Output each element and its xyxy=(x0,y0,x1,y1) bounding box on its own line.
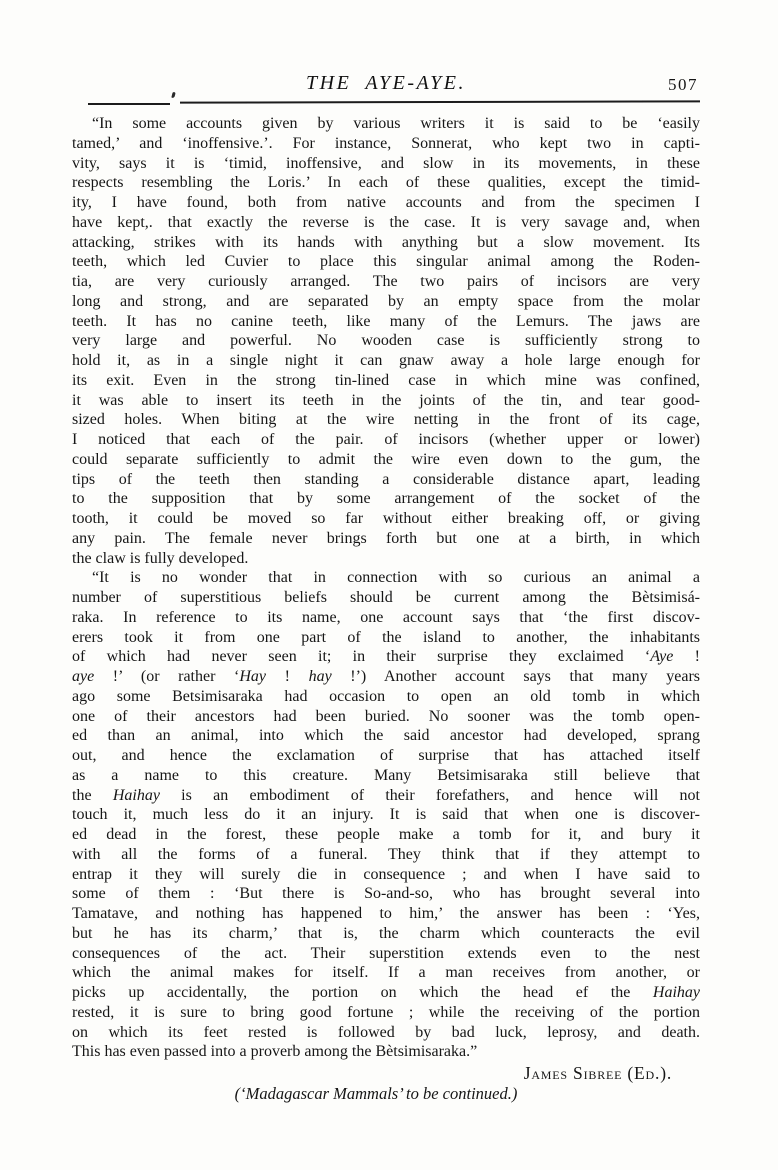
text-segment: sized holes. When biting at the wire netting in the front of its cage, xyxy=(72,411,700,429)
text-line xyxy=(72,114,700,134)
text-line xyxy=(72,430,700,450)
text-segment: is an embodiment of their forefathers, and hence will not xyxy=(159,786,701,804)
text-line xyxy=(72,173,700,193)
italic-text: aye xyxy=(72,668,95,685)
author-signature: James Sibree (Ed.). xyxy=(523,1063,672,1083)
text-line xyxy=(72,213,700,233)
text-segment: touch it, much less do it an injury. It is said that when one is discover- xyxy=(72,806,700,824)
text-segment: teeth. It has no canine teeth, like many of the Lemurs. The jaws are xyxy=(72,312,700,330)
text-segment: erers took it from one part of the island to another, the inhabitants xyxy=(72,628,700,646)
text-segment: but he has its charm,’ that is, the charm which counteracts the evil xyxy=(72,924,700,942)
text-line xyxy=(72,351,700,371)
text-segment: entrap it they will surely die in consequence ; and when I have said to xyxy=(72,865,700,883)
text-line xyxy=(72,312,700,332)
italic-text: Haihay xyxy=(112,786,160,804)
page-content xyxy=(72,72,700,1104)
paragraph xyxy=(72,568,700,1062)
text-segment: respects resembling the Loris.’ In each of these qualities, except the timid- xyxy=(72,174,700,192)
text-segment: ! xyxy=(266,668,309,685)
text-segment: with all the forms of a funeral. They think that if they attempt to xyxy=(72,845,700,863)
text-segment: picks up accidentally, the portion on which the head ef the xyxy=(72,984,653,1001)
text-segment: !’) Another account says that many years xyxy=(331,668,701,685)
text-segment: tooth, it could be moved so far without either breaking off, or giving xyxy=(72,510,700,527)
text-line xyxy=(72,983,700,1003)
text-line xyxy=(72,904,700,924)
text-line xyxy=(72,391,700,411)
header-rule-left-segment xyxy=(88,103,170,105)
text-segment: as a name to this creature. Many Betsimisaraka still believe that xyxy=(72,766,700,784)
text-segment: have kept,. that exactly the reverse is the case. It is very savage and, when xyxy=(72,213,700,231)
text-line xyxy=(72,884,700,904)
text-segment: “It is no wonder that in connection with so curious an animal a xyxy=(92,569,700,587)
text-segment: of which had never seen it; in their surprise they exclaimed ‘ xyxy=(72,648,651,666)
text-segment: tia, are very curiously arranged. The two pairs of incisors are very xyxy=(72,273,700,290)
text-line xyxy=(72,193,700,213)
text-line xyxy=(72,292,700,312)
text-line xyxy=(72,766,700,786)
text-line xyxy=(72,588,700,608)
page-header xyxy=(72,72,700,97)
text-segment: hold it, as in a single night it can gnaw away a hole large enough for xyxy=(72,352,700,369)
text-segment: teeth, which led Cuvier to place this singular animal among the Roden- xyxy=(72,253,700,271)
text-segment: tamed,’ and ‘inoffensive.’. For instance, Sonnerat, who kept two in capti- xyxy=(72,134,700,152)
text-line xyxy=(72,470,700,490)
text-line xyxy=(72,134,700,154)
text-segment: to the supposition that by some arrangement of the socket of the xyxy=(72,490,700,508)
text-segment: the xyxy=(72,786,113,804)
text-line xyxy=(72,944,700,964)
text-line xyxy=(72,805,700,825)
text-line xyxy=(72,608,700,628)
text-line xyxy=(72,865,700,885)
text-line xyxy=(72,1003,700,1023)
text-line xyxy=(72,746,700,766)
text-segment: ity, I have found, both from native accounts and from the specimen I xyxy=(72,194,700,211)
text-segment: ed than an animal, into which the said ancestor had developed, sprang xyxy=(72,727,700,745)
text-segment: ed dead in the forest, these people make a tomb for it, and bury it xyxy=(72,826,700,843)
text-line xyxy=(72,1023,700,1043)
paragraph xyxy=(72,114,700,568)
text-segment: This has even passed into a proverb among the Bètsimisaraka.” xyxy=(72,1043,478,1061)
text-line xyxy=(72,489,700,509)
text-segment: vity, says it is ‘timid, inoffensive, and slow in its movements, in these xyxy=(72,154,700,172)
text-line xyxy=(72,549,700,569)
text-segment: ! xyxy=(673,648,700,666)
text-segment: the claw is fully developed. xyxy=(72,549,249,567)
text-segment: “In some accounts given by various writers it is said to be ‘easily xyxy=(92,115,700,132)
text-line xyxy=(72,628,700,648)
header-rule-main-segment xyxy=(180,100,700,103)
text-segment: one of their ancestors had been buried. No sooner was the tomb open- xyxy=(72,707,700,725)
continuation-note: (‘Madagascar Mammals’ to be continued.) xyxy=(234,1084,518,1103)
text-line xyxy=(72,963,700,983)
text-segment: attacking, strikes with its hands with anything but a slow movement. Its xyxy=(72,233,700,251)
italic-text: Hay xyxy=(239,668,267,685)
text-line xyxy=(72,529,700,549)
text-line xyxy=(72,154,700,174)
text-line xyxy=(72,509,700,529)
text-line xyxy=(72,786,700,806)
text-segment: on which its feet rested is followed by bad luck, leprosy, and death. xyxy=(72,1023,700,1041)
text-line xyxy=(72,450,700,470)
text-line xyxy=(72,272,700,292)
text-segment: long and strong, and are separated by an empty space from the molar xyxy=(72,292,700,310)
text-segment: rested, it is sure to bring good fortune ; while the receiving of the portion xyxy=(72,1003,700,1021)
text-segment: I noticed that each of the pair. of incisors (whether upper or lower) xyxy=(72,431,700,448)
text-segment: out, and hence the exclamation of surprise that has attached itself xyxy=(72,747,700,764)
text-line xyxy=(72,707,700,727)
text-segment: consequences of the act. Their superstition extends even to the nest xyxy=(72,944,700,962)
text-segment: any pain. The female never brings forth but one at a birth, in which xyxy=(72,529,700,547)
italic-text: Aye xyxy=(650,648,674,666)
text-line xyxy=(72,568,700,588)
text-line xyxy=(72,1042,700,1062)
text-segment: its exit. Even in the strong tin-lined case in which mine was confined, xyxy=(72,371,700,389)
text-line xyxy=(72,410,700,430)
italic-text: Haihay xyxy=(652,984,700,1001)
text-segment: ago some Betsimisaraka had occasion to open an old tomb in which xyxy=(72,687,700,705)
text-segment: Tamatave, and nothing has happened to him,’ the answer has been : ‘Yes, xyxy=(72,905,700,922)
text-segment: number of superstitious beliefs should be current among the Bètsimisá- xyxy=(72,589,700,606)
text-line xyxy=(72,667,700,687)
article-body xyxy=(72,114,700,1062)
text-segment: raka. In reference to its name, one account says that ‘the first discov- xyxy=(72,608,700,626)
italic-text: hay xyxy=(308,668,332,685)
text-line xyxy=(72,647,700,667)
text-line xyxy=(72,371,700,391)
text-segment: very large and powerful. No wooden case is sufficiently strong to xyxy=(72,332,700,350)
text-segment: tips of the teeth then standing a considerable distance apart, leading xyxy=(72,470,700,488)
text-segment: it was able to insert its teeth in the joints of the tin, and tear good- xyxy=(72,391,700,409)
text-line xyxy=(72,825,700,845)
text-segment: could separate sufficiently to admit the wire even down to the gum, the xyxy=(72,450,700,468)
text-line xyxy=(72,331,700,351)
page-number: 507 xyxy=(668,75,698,94)
text-segment: some of them : ‘But there is So-and-so, who has brought several into xyxy=(72,885,700,903)
text-line xyxy=(72,924,700,944)
text-line xyxy=(72,726,700,746)
running-title: THE AYE-AYE. xyxy=(306,72,466,94)
text-line xyxy=(72,233,700,253)
text-segment: !’ (or rather ‘ xyxy=(94,668,240,685)
text-line xyxy=(72,845,700,865)
text-line xyxy=(72,687,700,707)
header-rule xyxy=(72,100,700,105)
text-line xyxy=(72,252,700,272)
text-segment: which the animal makes for itself. If a man receives from another, or xyxy=(72,964,700,982)
